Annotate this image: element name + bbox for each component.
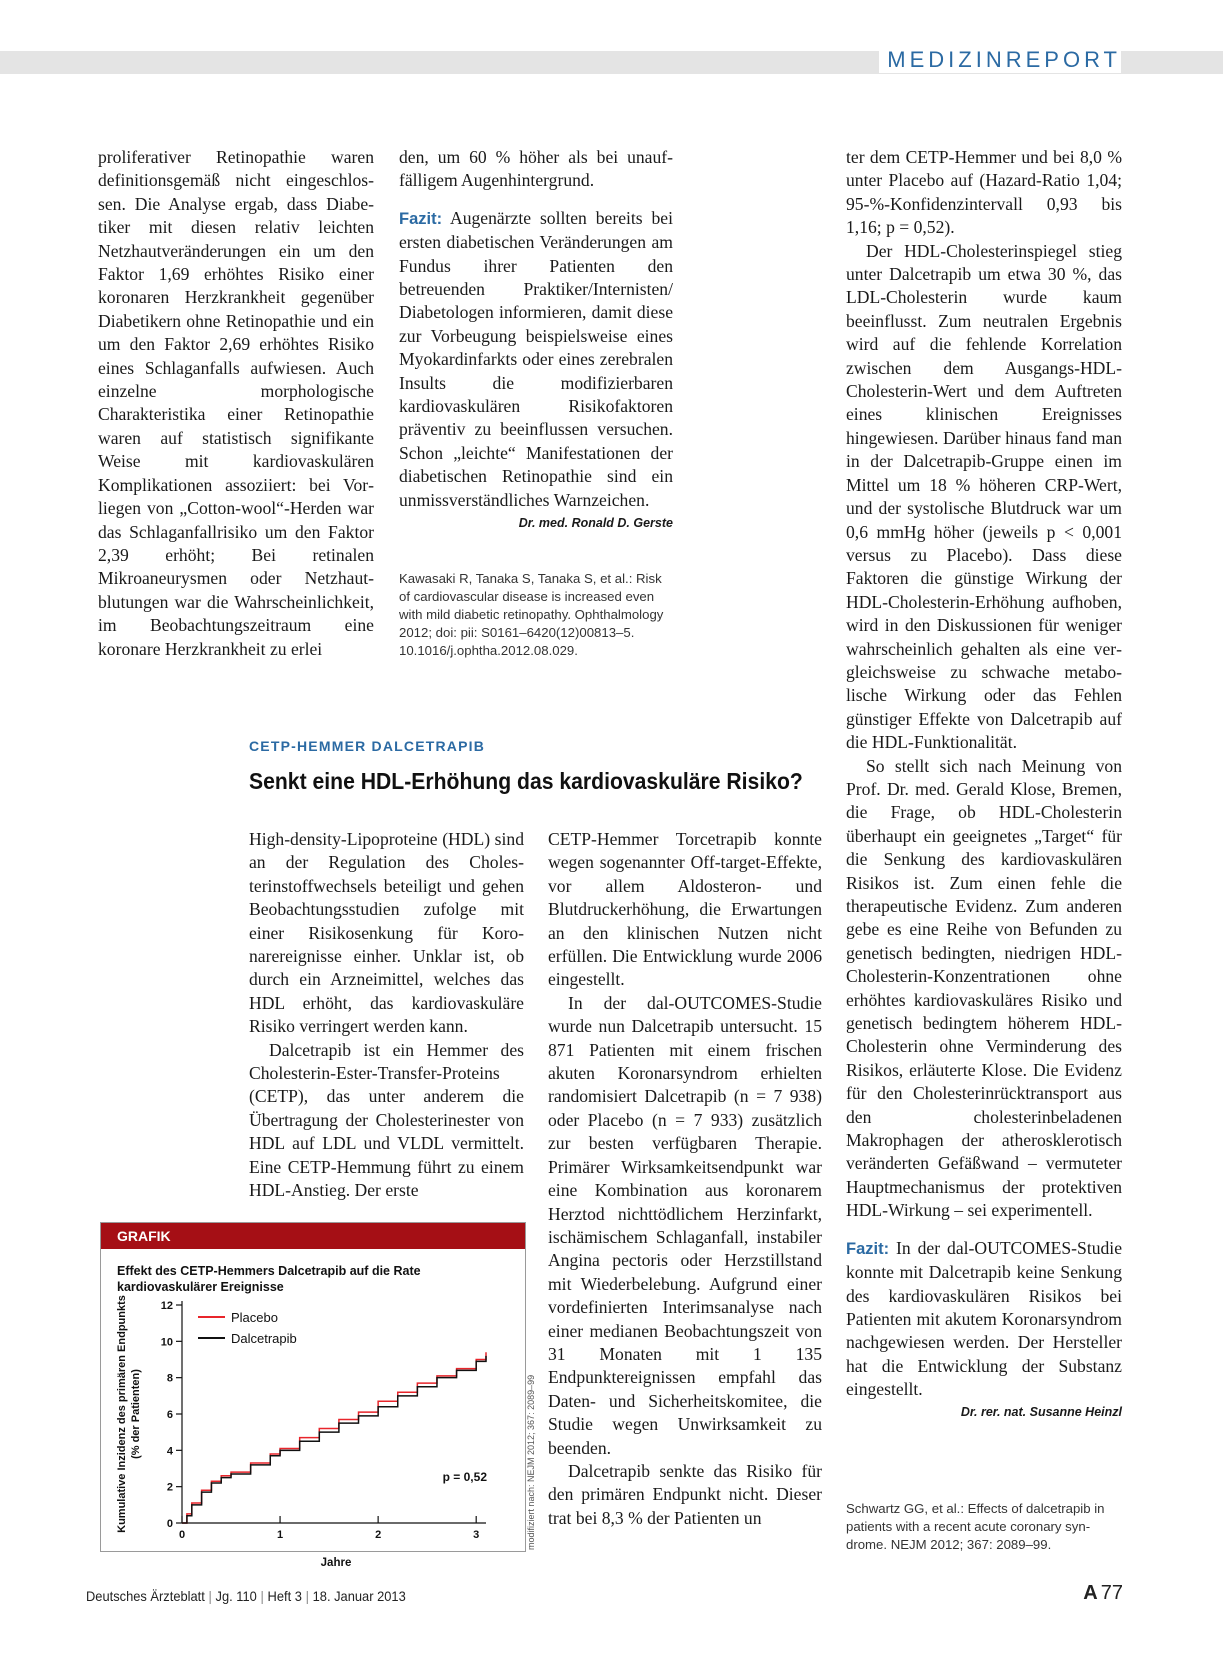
legend-label-dalcetrapib: Dalcetrapib xyxy=(231,1331,297,1346)
paragraph: proliferativer Retinopathie waren definitionsgemäß nicht eingeschlossen. Die Analyse ergab, dass Diabetiker mit diesen relativ leichten Netzhautveränderungen ein um den Faktor 1,69 erhöhtes Risiko einer koronaren Herzkrankheit gegenüber Diabetikern ohne Retinopathie und ein um den Faktor 2,69 erhöhtes Risiko eines Schlaganfalls aufwiesen. Auch einzelne morphologische Charakteristika einer Retinopathie waren auf statistisch signifikante Weise mit kardiovaskulären Komplikationen assoziiert: bei Vorliegen von „Cotton-wool“-Herden war das Schlaganfallrisiko um den Faktor 2,39 erhöht; Bei retinalen Mikroaneurysmen oder Netzhautblutungen war die Wahrscheinlichkeit, im Beobachtungszeitraum eine koronare Herzkrankheit zu erlei xyxy=(98,147,374,659)
article2-col-c xyxy=(846,146,1122,1422)
chart-figure xyxy=(100,1222,526,1569)
fazit-label: Fazit: xyxy=(846,1239,890,1258)
issue: Heft 3 xyxy=(267,1588,302,1604)
paragraph: High-density-Lipoproteine (HDL) sind an der Regulation des Cholesterinstoffwechsels beteiligt und gehen Beobachtungsstudien zufolge mit einer Risikosenkung für Koronarereignisse einher. Unklar ist, ob durch ein Arzneimittel, welches das HDL erhöht, das kardiovaskuläre Risiko verringert werden kann. xyxy=(249,829,524,1037)
volume: Jg. 110 xyxy=(215,1588,257,1604)
y-tick-label: 8 xyxy=(166,1372,173,1385)
article2-col-b xyxy=(548,828,822,1530)
figure-credit: modifiziert nach: NEJM 2012; 367: 2089–99 xyxy=(526,1374,536,1550)
x-tick-label: 2 xyxy=(375,1529,382,1541)
series-line-dalcetrapib xyxy=(182,1356,486,1523)
fazit-paragraph xyxy=(399,207,673,531)
y-tick-label: 10 xyxy=(160,1336,173,1349)
legend-label-placebo: Placebo xyxy=(231,1310,278,1325)
x-tick-label: 1 xyxy=(277,1529,284,1541)
paragraph: Der HDL-Cholesterinspiegel stieg unter Dalcetrapib um etwa 30 %, das LDL-Cholesterin wurde kaum beeinflusst. Zum neutralen Ergebnis wird auf die fehlende Korrelation zwischen dem Ausgangs-HDL-Cholesterin-Wert und dem Auftreten eines klinischen Ereignisses hingewiesen. Darüber hinaus fand man in der Dalcetrapib-Gruppe einen im Mittel um 18 % höheren CRP-Wert, und der systolische Blutdruck war um 0,6 mmHg höher (jeweils p < 0,001 versus zu Placebo). Dass diese Faktoren die günstige Wirkung der HDL-Cholesterin-Erhöhung aufhoben, wird in den Diskussionen für weniger wahrscheinlich gehalten als eine vergleichsweise zu schwache metabolische Wirkung oder das Fehlen günstiger Effekte von Dalcetrapib auf die HDL-Funktionalität. xyxy=(846,240,1122,753)
article-kicker: CETP-HEMMER DALCETRAPIB xyxy=(249,738,486,754)
fazit-text: Augenärzte sollten bereits bei ersten diabetischen Veränderungen am Fundus ihrer Patienten den betreuenden Praktiker/Internisten/ Diabetologen informieren, damit diese zur Vorbeugung beispielsweise eines Myokardinfarkts oder eines zerebralen Insults die modifizierbaren kardiovaskulären Risikofaktoren präventiv zu beeinflussen versuchen. Schon „leichte“ Manifestationen der diabetischen Retinopathie sind ein unmissverständliches Warnzeichen. xyxy=(399,207,673,510)
line-chart xyxy=(101,1289,525,1569)
paragraph: CETP-Hemmer Torcetrapib konnte wegen sogenannter Off-target-Effekte, vor allem Aldosteron- und Blutdruckerhöhung, die Erwartungen an den klinischen Nutzen nicht erfüllen. Die Entwicklung wurde 2006 eingestellt. xyxy=(548,829,822,990)
y-tick-label: 12 xyxy=(160,1300,173,1312)
figure-label: GRAFIK xyxy=(101,1223,525,1249)
chart-title: Effekt des CETP-Hemmers Dalcetrapib auf die Rate kardiovaskulärer Ereignisse xyxy=(117,1264,421,1294)
issue-date: 18. Januar 2013 xyxy=(312,1588,406,1604)
y-axis-label: Kumulative Inzidenz des primären Endpunkts (% der Patienten) xyxy=(116,1295,142,1533)
fazit-label: Fazit: xyxy=(399,209,443,228)
page-number: A 77 xyxy=(1083,1582,1123,1604)
reference: Kawasaki R, Tanaka S, Tanaka S, et al.: Risk of cardiovascular disease is increased even with mild diabetic retinopathy. Ophthalmology 2012; doi: pii: S0161–6420(12)00813–5. 10.1016/j.ophtha.2012.08.029. xyxy=(399,571,664,658)
y-tick-label: 6 xyxy=(166,1409,173,1421)
p-value-annotation: p = 0,52 xyxy=(442,1470,487,1485)
y-tick-label: 4 xyxy=(166,1445,173,1458)
article1-col2 xyxy=(399,146,673,536)
paragraph: ter dem CETP-Hemmer und bei 8,0 % unter Placebo auf (Hazard-Ratio 1,04; 95-%-Konfidenzintervall 0,93 bis 1,16; p = 0,52). xyxy=(846,147,1122,238)
x-tick-label: 3 xyxy=(473,1529,480,1541)
paragraph: Dalcetrapib senkte das Risiko für den primären Endpunkt nicht. Dieser trat bei 8,3 % der Patienten un xyxy=(548,1460,822,1528)
article-headline: Senkt eine HDL-Erhöhung das kardiovaskuläre Risiko? xyxy=(249,768,803,794)
article1-col1 xyxy=(98,146,374,661)
y-tick-label: 2 xyxy=(166,1481,173,1494)
paragraph: So stellt sich nach Meinung von Prof. Dr. med. Gerald Klose, Bremen, die Frage, ob HDL-Cholesterin überhaupt ein geeignetes „Target“ für die Senkung des kardiovaskulären Risikos ist. Zum einen fehle die therapeutische Evidenz. Zum anderen gebe es eine Reihe von Befunden zu genetisch bedingten, niedrigen HDL-Cholesterin-Konzentrationen ohne erhöhtes kardiovaskuläres Risiko und genetisch bedingtem höherem HDL-Cholesterin ohne Verminderung des Risikos, erläuterte Klose. Die Evidenz für den Cholesterinrücktransport aus den cholesterinbeladenen Makrophagen der atherosklerotisch veränderten Gefäßwand – vermuteter Hauptmechanismus der protektiven HDL-Wirkung – sei experimentell. xyxy=(846,755,1122,1221)
y-tick-label: 0 xyxy=(166,1518,173,1530)
reference: Schwartz GG, et al.: Effects of dalcetrapib in patients with a recent acute coronary syndrome. NEJM 2012; 367: 2089–99. xyxy=(846,1501,1105,1552)
x-axis-label: Jahre xyxy=(320,1557,352,1569)
fazit-paragraph xyxy=(846,1237,1122,1402)
journal-name: Deutsches Ärzteblatt xyxy=(86,1588,205,1604)
section-label: MEDIZINREPORT xyxy=(879,47,1121,73)
paragraph: den, um 60 % höher als bei unauffälligem Augenhintergrund. xyxy=(399,147,673,191)
x-tick-label: 0 xyxy=(178,1529,186,1541)
paragraph: Dalcetrapib ist ein Hemmer des Cholesterin-Ester-Transfer-Proteins (CETP), das unter anderem die Übertragung der Cholesterinester von HDL auf LDL und VLDL vermittelt. Eine CETP-Hemmung führt zu einem HDL-Anstieg. Der erste xyxy=(249,1039,524,1201)
author: Dr. rer. nat. Susanne Heinzl xyxy=(960,1404,1122,1419)
author: Dr. med. Ronald D. Gerste xyxy=(518,516,673,531)
article2-col-a xyxy=(249,828,524,1203)
paragraph: In der dal-OUTCOMES-Studie wurde nun Dalcetrapib untersucht. 15 871 Patienten mit einem frischen akuten Koronarsyndrom erhielten randomisiert Dalcetrapib (n = 7 938) oder Placebo (n = 7 933) zusätzlich zur besten verfügbaren Therapie. Primärer Wirksamkeitsendpunkt war eine Kombination aus koronarem Herztod nichttödlichem Herzinfarkt, ischämischem Schlaganfall, instabiler Angina pectoris oder Herzstillstand mit Wiederbelebung. Aufgrund einer vordefinierten Interimsanalyse nach einer medianen Beobachtungszeit von 31 Monaten mit 1 135 Endpunktereignissen empfahl das Daten- und Sicherheitskomitee, die Studie wegen Unwirksamkeit zu beenden. xyxy=(548,992,822,1458)
page-footer: Deutsches Ärzteblatt | Jg. 110 | Heft 3 | 18. Januar 2013 xyxy=(86,1588,406,1604)
fazit-text: In der dal-OUTCOMES-Studie konnte mit Dalcetrapib keine Senkung des kardiovaskulären Risikos bei Patienten mit akutem Koronarsyndrom nachgewiesen werden. Der Hersteller hat die Entwicklung der Substanz eingestellt. xyxy=(846,1237,1122,1400)
